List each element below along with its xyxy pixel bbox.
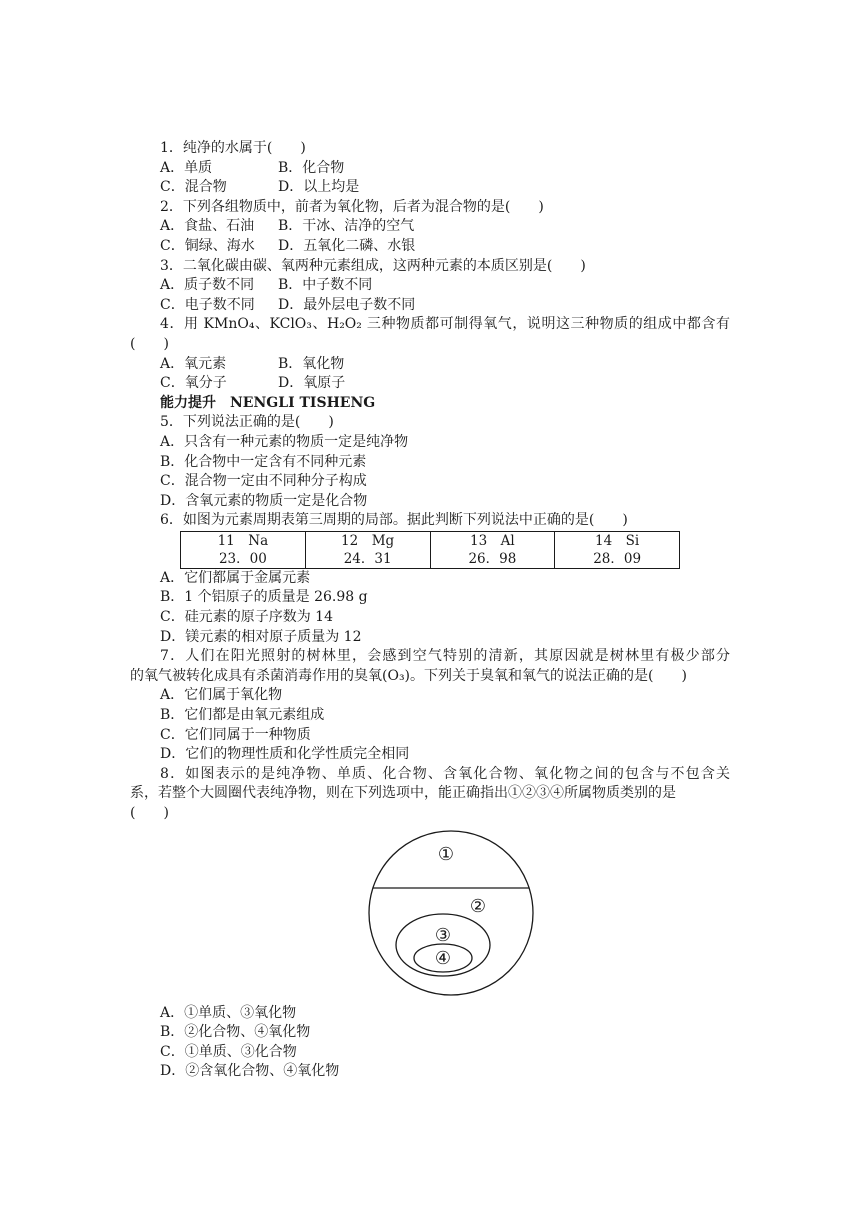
- q7-stem-line1: 7．人们在阳光照射的树林里，会感到空气特别的清新，其原因就是树林里有极少部分: [160, 648, 730, 665]
- element-symbol: 12 Mg: [341, 532, 395, 549]
- q8-stem-line3: ( ): [130, 805, 169, 821]
- element-mass: 24．31: [343, 550, 392, 567]
- q3-stem: 3．二氧化碳由碳、氧两种元素组成，这两种元素的本质区别是( ): [160, 257, 586, 274]
- q2-stem: 2．下列各组物质中，前者为氧化物，后者为混合物的是( ): [160, 198, 544, 215]
- element-mass: 23．00: [218, 550, 267, 567]
- region-label-3: ③: [434, 924, 452, 946]
- q1-option-a: A．单质: [160, 159, 213, 176]
- q6-option-c: C．硅元素的原子序数为 14: [160, 609, 333, 626]
- element-cell-mg: [305, 531, 430, 568]
- q4-option-a: A．氧元素: [160, 355, 227, 372]
- q3-options-row2: [130, 296, 730, 316]
- q1-option-d: D．以上均是: [278, 179, 360, 196]
- q3-option-a: A．质子数不同: [160, 277, 255, 294]
- q4-option-d: D．氧原子: [278, 375, 346, 392]
- q7-option-b: B．它们都是由氧元素组成: [160, 707, 325, 724]
- q2-options-row2: [130, 237, 730, 257]
- q2-option-c: C．铜绿、海水: [160, 237, 255, 254]
- table-row: [181, 531, 680, 568]
- element-symbol: 13 Al: [470, 532, 515, 549]
- element-symbol: 14 Si: [595, 532, 640, 549]
- element-cell-al: [430, 531, 555, 568]
- q5-option-d: D．含氧元素的物质一定是化合物: [160, 492, 368, 509]
- q8-stem-line1: 8．如图表示的是纯净物、单质、化合物、含氧化合物、氧化物之间的包含与不包含关: [160, 765, 730, 782]
- region-label-4: ④: [434, 947, 452, 969]
- q8-option-a: A．①单质、③氧化物: [160, 1004, 297, 1021]
- q3-option-b: B．中子数不同: [278, 277, 373, 294]
- worksheet: [130, 139, 730, 1082]
- element-cell-na: [181, 531, 306, 568]
- q8-stem-line2: 系，若整个大圆圈代表纯净物，则在下列选项中，能正确指出①②③④所属物质类别的是: [130, 785, 676, 802]
- q4-option-b: B．氧化物: [278, 355, 345, 372]
- nested-circles-diagram: [366, 830, 536, 996]
- element-mass: 28．09: [593, 550, 642, 567]
- q8-option-d: D．②含氧化合物、④氧化物: [160, 1063, 340, 1080]
- q1-option-c: C．混合物: [160, 179, 227, 196]
- section-heading: 能力提升 NENGLI TISHENG: [160, 394, 376, 411]
- q5-option-a: A．只含有一种元素的物质一定是纯净物: [160, 433, 409, 450]
- q4-option-c: C．氧分子: [160, 375, 227, 392]
- q4-options-row2: [130, 374, 730, 394]
- region-label-1: ①: [437, 843, 455, 865]
- q1-options-row2: [130, 178, 730, 198]
- region-label-2: ②: [469, 895, 487, 917]
- element-symbol: 11 Na: [217, 532, 269, 549]
- q8-option-c: C．①单质、③化合物: [160, 1043, 297, 1060]
- q1-stem: 1．纯净的水属于( ): [160, 140, 306, 156]
- q7-option-c: C．它们同属于一种物质: [160, 726, 311, 743]
- q6-option-d: D．镁元素的相对原子质量为 12: [160, 628, 362, 645]
- classification-diagram: [130, 830, 730, 996]
- element-mass: 26．98: [468, 550, 517, 567]
- q8-option-b: B．②化合物、④氧化物: [160, 1024, 311, 1041]
- q6-stem: 6．如图为元素周期表第三周期的局部。据此判断下列说法中正确的是( ): [160, 512, 628, 529]
- element-cell-si: [555, 531, 680, 568]
- q1-option-b: B．化合物: [278, 159, 345, 176]
- q2-option-d: D．五氧化二磷、水银: [278, 237, 416, 254]
- q6-option-a: A．它们都属于金属元素: [160, 569, 311, 586]
- q5-option-b: B．化合物中一定含有不同种元素: [160, 453, 367, 470]
- q7-stem-line2: 的氧气被转化成具有杀菌消毒作用的臭氧(O₃)。下列关于臭氧和氧气的说法正确的是( ): [130, 667, 687, 684]
- q2-options-row1: [130, 217, 730, 237]
- q7-option-a: A．它们属于氧化物: [160, 687, 283, 704]
- q4-options-row1: [130, 355, 730, 375]
- q2-option-a: A．食盐、石油: [160, 218, 255, 235]
- q1-options-row1: [130, 159, 730, 179]
- q5-stem: 5．下列说法正确的是( ): [160, 414, 334, 431]
- q3-option-c: C．电子数不同: [160, 296, 255, 313]
- q4-stem-line2: ( ): [130, 335, 169, 352]
- periodic-table-excerpt: [180, 531, 680, 569]
- q3-options-row1: [130, 276, 730, 296]
- q7-option-d: D．它们的物理性质和化学性质完全相同: [160, 746, 410, 763]
- q3-option-d: D．最外层电子数不同: [278, 296, 416, 313]
- q4-stem-line1: 4．用 KMnO₄、KClO₃、H₂O₂ 三种物质都可制得氧气，说明这三种物质的组成中都含有: [160, 316, 730, 333]
- q6-option-b: B．1 个铝原子的质量是 26.98 g: [160, 589, 368, 606]
- q2-option-b: B．干冰、洁净的空气: [278, 218, 415, 235]
- q5-option-c: C．混合物一定由不同种分子构成: [160, 473, 367, 490]
